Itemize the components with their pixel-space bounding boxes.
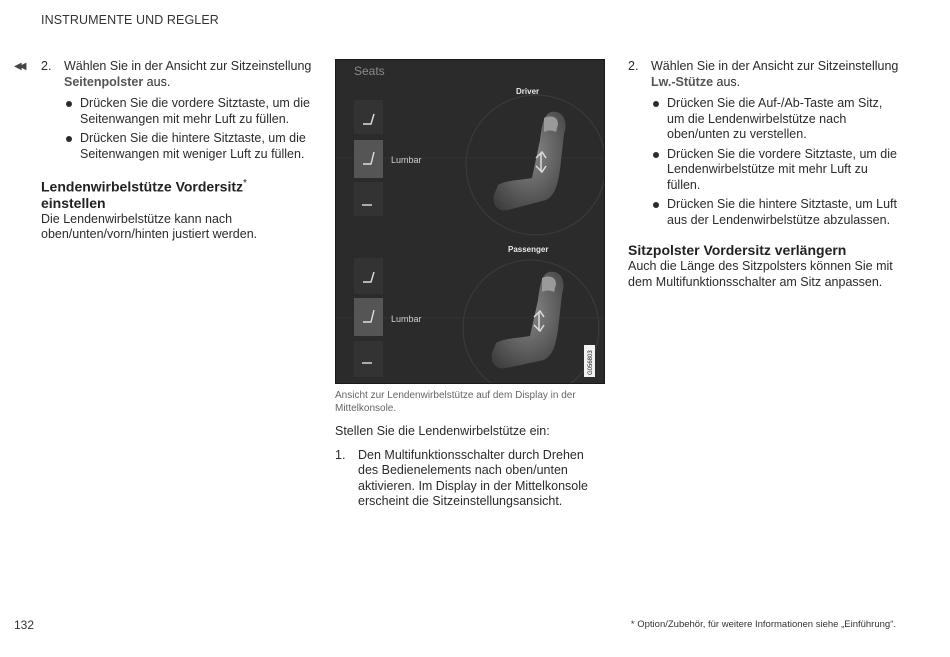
- left-column: [41, 59, 316, 243]
- step-1: [335, 448, 605, 510]
- section-heading-cushion: Sitzpolster Vordersitz verlängern: [628, 242, 847, 258]
- seat-display-illustration: [336, 60, 604, 383]
- bullet-item: Drücken Sie die Auf-/Ab-Taste am Sitz, um die Lendenwirbelstütze nach oben/unten zu verstellen.: [651, 96, 903, 143]
- middle-column: [335, 59, 605, 516]
- seat-tile-cushion[interactable]: [354, 341, 383, 377]
- step-text: [651, 59, 903, 90]
- seat-display-figure: [335, 59, 605, 384]
- step-number: 2.: [628, 59, 639, 73]
- bullet-item: Drücken Sie die hintere Sitztaste, um Luft aus der Lendenwirbelstütze abzulassen.: [651, 197, 903, 228]
- step-number: 1.: [335, 447, 346, 462]
- step-text-post: aus.: [713, 74, 741, 89]
- seat-tile-backrest[interactable]: [354, 100, 383, 134]
- passenger-dial-ring: [463, 260, 599, 383]
- seat-tile-lumbar-active[interactable]: [354, 298, 383, 336]
- figure-caption: Ansicht zur Lendenwirbelstütze auf dem Display in der Mittelkonsole.: [335, 390, 576, 414]
- section-paragraph: Auch die Länge des Sitzpolsters können Sie mit dem Multifunktionsschalter am Sitz anpassen.: [628, 259, 893, 289]
- step-2-right: [628, 59, 903, 90]
- section-paragraph: Die Lendenwirbelstütze kann nach oben/unten/vorn/hinten justiert werden.: [41, 211, 258, 242]
- bullet-list: [64, 96, 316, 162]
- intro-text: Stellen Sie die Lendenwirbelstütze ein:: [335, 424, 550, 438]
- step-text-pre: Wählen Sie in der Ansicht zur Sitzeinstellung: [64, 59, 312, 73]
- step-2-left: [41, 59, 316, 90]
- passenger-label: Passenger: [508, 245, 549, 254]
- right-column: [628, 59, 903, 290]
- footnote: * Option/Zubehör, für weitere Informationen siehe „Einführung“.: [630, 619, 896, 630]
- page-header: INSTRUMENTE UND REGLER: [41, 13, 219, 27]
- seat-tile-cushion[interactable]: [354, 182, 383, 216]
- step-text-pre: Wählen Sie in der Ansicht zur Sitzeinstellung: [651, 59, 899, 73]
- passenger-seat-icon: [492, 272, 564, 369]
- lumbar-label-passenger: Lumbar: [391, 314, 422, 324]
- heading-text-line2: einstellen: [41, 194, 106, 211]
- section-heading-lumbar: [41, 176, 316, 211]
- bullet-item: Drücken Sie die hintere Sitztaste, um die Seitenwangen mit weniger Luft zu füllen.: [64, 131, 316, 162]
- seat-tile-lumbar-active[interactable]: [354, 140, 383, 178]
- screen-title: Seats: [354, 64, 385, 78]
- heading-text: Lendenwirbelstütze Vordersitz: [41, 178, 243, 195]
- option-asterisk: *: [243, 178, 247, 189]
- menu-term-seitenpolster: Seitenpolster: [64, 74, 144, 89]
- menu-term-lw-stuetze: Lw.-Stütze: [651, 74, 714, 89]
- figure-code: G056803: [588, 350, 594, 375]
- lumbar-label-driver: Lumbar: [391, 155, 422, 165]
- bullet-list: [651, 96, 903, 228]
- step-text: Den Multifunktionsschalter durch Drehen des Bedienelements nach oben/unten aktivieren. Im Display in der Mittelkonsole erscheint die Sitzeinstellungsansicht.: [358, 447, 588, 508]
- bullet-item: Drücken Sie die vordere Sitztaste, um die Lendenwirbelstütze mit mehr Luft zu füllen.: [651, 147, 903, 194]
- double-left-arrow-icon[interactable]: ◀◀: [14, 61, 24, 72]
- step-text-post: aus.: [143, 74, 171, 89]
- step-text: [64, 59, 316, 90]
- driver-seat-icon: [494, 112, 566, 211]
- driver-label: Driver: [516, 87, 540, 96]
- seat-tile-backrest[interactable]: [354, 258, 383, 294]
- step-number: 2.: [41, 59, 52, 73]
- bullet-item: Drücken Sie die vordere Sitztaste, um die Seitenwangen mit mehr Luft zu füllen.: [64, 96, 316, 127]
- page-number: 132: [14, 618, 35, 632]
